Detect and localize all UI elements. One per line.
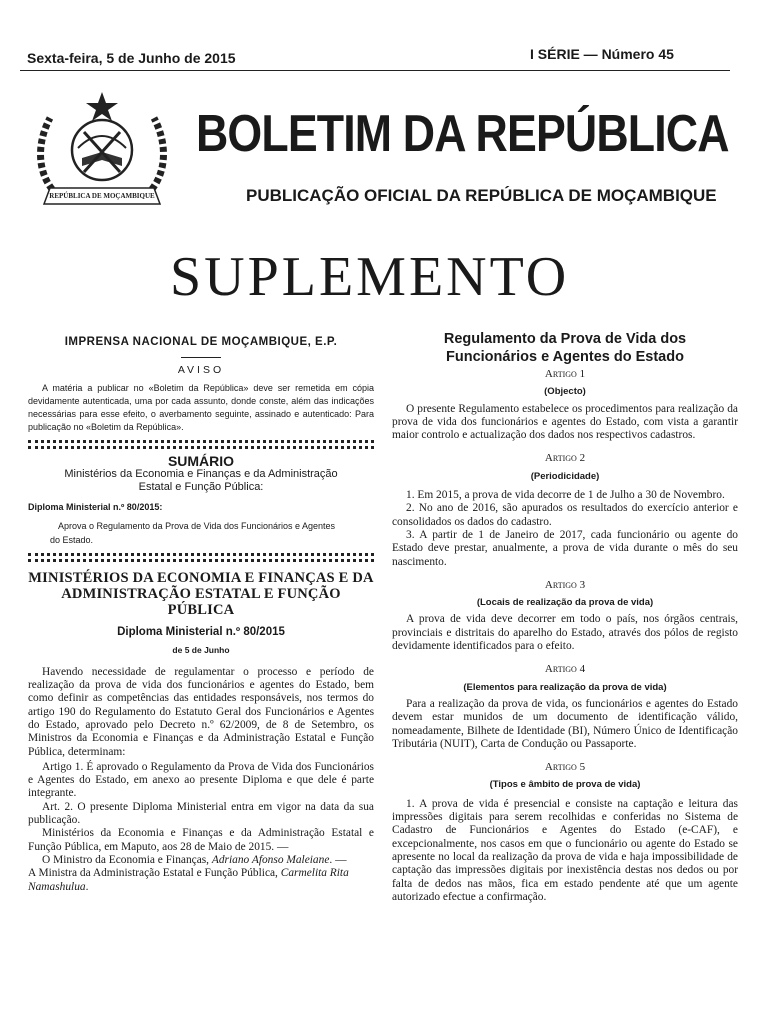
dotted-separator [28, 440, 374, 449]
signature-role: A Ministra da Administração Estatal e Função Pública, [28, 867, 281, 880]
article-2-item-2: 2. No ano de 2016, são apurados os resultados do exercício anterior e consolidados os dados do cadastro. [392, 502, 738, 528]
left-column [28, 336, 374, 894]
seal-banner-text: REPÚBLICA DE MOÇAMBIQUE [49, 192, 155, 200]
article-5-subtitle: (Tipos e âmbito de prova de vida) [489, 779, 641, 791]
diploma-date: de 5 de Junho [172, 645, 230, 656]
sumario-title: SUMÁRIO [167, 452, 235, 469]
signature-minister-administration: A Ministra da Administração Estatal e Função Pública, Carmelita Rita Namashulua. [28, 867, 349, 893]
signature-name: Adriano Afonso Maleiane [211, 853, 330, 866]
article-1-label: Artigo 1 [544, 368, 586, 380]
sumario-ministry: Ministérios da Economia e Finanças e da Administração Estatal e Função Pública: [64, 467, 338, 493]
coat-of-arms-emblem [28, 88, 176, 218]
article-5-label: Artigo 5 [544, 761, 586, 774]
sumario-description: Aprova o Regulamento da Prova de Vida dos Funcionários e Agentes do Estado. [50, 521, 336, 546]
ministries-heading: MINISTÉRIOS DA ECONOMIA E FINANÇAS E DA ADMINISTRAÇÃO ESTATAL E FUNÇÃO PÚBLICA [28, 570, 374, 619]
article-2-item-3: 3. A partir de 1 de Janeiro de 2017, cada funcionário ou agente do Estado deve prestar, anualmente, a prova de vida durante o mês do seu nascimento. [392, 528, 738, 568]
dotted-separator [28, 553, 374, 562]
diploma-title: Diploma Ministerial n.º 80/2015 [117, 626, 285, 639]
article-2-paragraph: Art. 2. O presente Diploma Ministerial entra em vigor na data da sua publicação. [28, 800, 374, 827]
signing-place-paragraph: Ministérios da Economia e Finanças e da Administração Estatal e Função Pública, em Maputo, aos 28 de Maio de 2015. — [28, 827, 374, 853]
article-2-subtitle: (Periodicidade) [530, 470, 600, 482]
article-4-label: Artigo 4 [544, 663, 586, 676]
regulation-title: Regulamento da Prova de Vida dos Funcionários e Agentes do Estado [443, 331, 687, 365]
article-1-subtitle: (Objecto) [544, 386, 586, 398]
publication-date: Sexta-feira, 5 de Junho de 2015 [27, 50, 236, 66]
aviso-title: AVISO [177, 364, 225, 377]
article-1-paragraph: Artigo 1. É aprovado o Regulamento da Prova de Vida dos Funcionários e Agentes do Estado, em anexo ao presente Diploma e que dele é parte integrante. [28, 760, 374, 800]
article-1-text: O presente Regulamento estabelece os procedimentos para realização da prova de vida dos funcionários e agentes do Estado, com vista a garantir maior controlo e actualização dos dados nos respectivos cadastros. [392, 402, 738, 442]
masthead-subtitle: PUBLICAÇÃO OFICIAL DA REPÚBLICA DE MOÇAMBIQUE [246, 186, 717, 205]
signature-name: Carmelita Rita Namashulua [28, 867, 349, 893]
right-column [392, 330, 738, 904]
article-3-text: A prova de vida deve decorrer em todo o país, nos órgãos centrais, provinciais e distritais do aparelho do Estado, através dos pólos de registo devidamente identificados para o efeito. [392, 613, 738, 653]
article-2-label: Artigo 2 [544, 452, 586, 465]
sumario-diploma: Diploma Ministerial n.º 80/2015: [28, 501, 163, 512]
signature-role: O Ministro da Economia e Finanças, [42, 853, 212, 866]
imprensa-heading: IMPRENSA NACIONAL DE MOÇAMBIQUE, E.P. [64, 336, 338, 348]
article-4-text: Para a realização da prova de vida, os funcionários e agentes do Estado devem estar munidos de um documento de identificação válido, nomeadamente, Bilhete de Identidade (BI), Número Único de Identificação Tributária (NUIT), Carta de Condução ou Passaporte. [392, 697, 738, 750]
article-4-subtitle: (Elementos para realização da prova de vida) [463, 681, 667, 693]
preamble-paragraph: Havendo necessidade de regulamentar o processo e período de realização da prova de vida dos funcionários e agentes do Estado, bem como definir as competências das entidades responsáveis, nos termos do artigo 190 do Regulamento do Estatuto Geral dos Funcionários e Agentes do Estado, aprovado pelo Decreto n.º 62/2009, de 8 de Setembro, os Ministros da Economia e Finanças e da Administração Estatal e Função Pública, determinam: [28, 665, 374, 758]
signature-minister-economy: O Ministro da Economia e Finanças, Adriano Afonso Maleiane. — [42, 853, 347, 866]
article-2-item-1: 1. Em 2015, a prova de vida decorre de 1 de Julho a 30 de Novembro. [406, 489, 725, 502]
article-3-subtitle: (Locais de realização da prova de vida) [476, 597, 654, 609]
supplement-heading: SUPLEMENTO [170, 246, 570, 308]
article-5-text: 1. A prova de vida é presencial e consiste na captação e leitura das impressões digitais para serem recolhidas e conferidas no Sistema de Cadastro de Funcionários e Agentes do Estado (e-CAF), e excepcionalmente, nos casos em que o funcionário ou agente do Estado se apresente no local da realização da prova de vida e haja impossibilidade de captação das impressões digitais por inexistência destas nos dedos ou por falta de dedos nas mãos, fica em estado pendente até que um agente autorizado efectue a confirmação. [392, 797, 738, 903]
aviso-text: A matéria a publicar no «Boletim da República» deve ser remetida em cópia devidamente autenticada, uma por cada assunto, donde conste, além das indicações necessárias para esse efeito, o averbamento seguinte, assinado e autenticado: Para publicação no «Boletim da República». [28, 382, 374, 432]
divider [181, 357, 221, 358]
series-number: I SÉRIE — Número 45 [530, 46, 674, 62]
header-rule [20, 70, 730, 71]
article-3-label: Artigo 3 [544, 578, 586, 591]
masthead-title: BOLETIM DA REPÚBLICA [196, 105, 729, 163]
